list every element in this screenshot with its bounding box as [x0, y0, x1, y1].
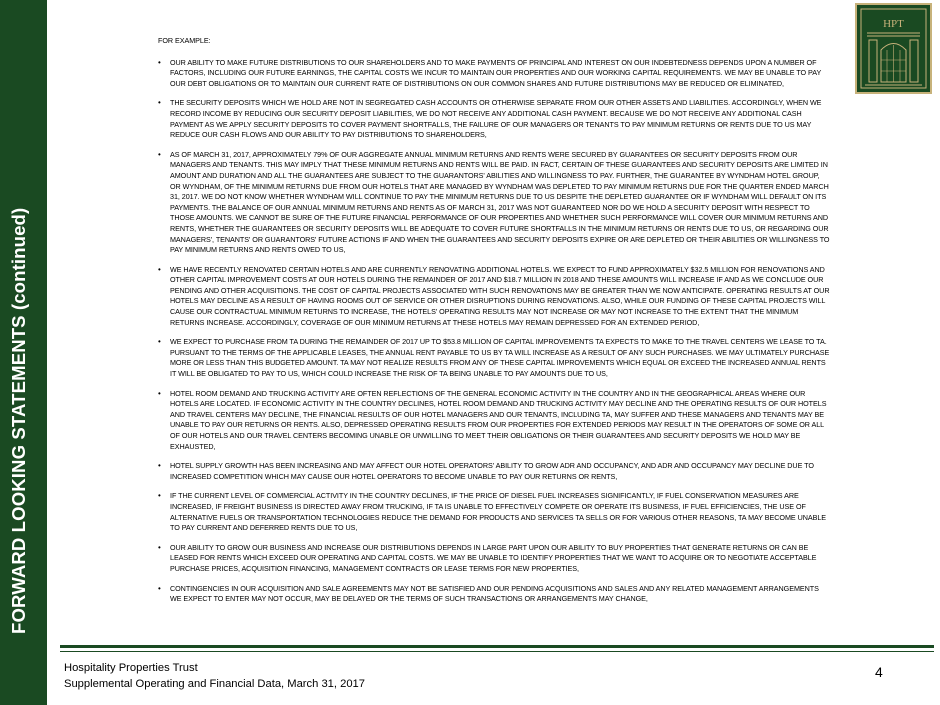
- list-item: • HOTEL ROOM DEMAND AND TRUCKING ACTIVITY ARE OFTEN REFLECTIONS OF THE GENERAL ECONOMIC ACTIVITY IN THE COUNTRY AND IN THE GEOGRAPHICAL AREAS WHERE OUR HOTELS ARE LOCATED. IF ECONOMIC ACTIVITY IN THE COUNTRY DECLINES, HOTEL ROOM DEMAND AND TRUCKING ACTIVITY MAY DECLINE AND THE OPERATING RESULTS OF OUR HOTELS AND TRAVEL CENTERS MAY DECLINE, THE FINANCIAL RESULTS OF OUR HOTEL MANAGERS AND OUR TENANTS, INCLUDING TA, MAY SUFFER AND THESE MANAGERS AND TENANTS MAY BE UNABLE TO PAY OUR RETURNS OR RENTS. ALSO, DEPRESSED OPERATING RESULTS FROM OUR PROPERTIES FOR EXTENDED PERIODS MAY RESULT IN THE OPERATORS OF SOME OR ALL OF OUR HOTELS AND OUR TRAVEL CENTERS BECOMING UNABLE OR UNWILLING TO MEET THEIR OBLIGATIONS OR THEIR GUARANTEES AND SECURITY DEPOSITS WE HOLD MAY BE EXHAUSTED,: [158, 389, 830, 453]
- intro-label: FOR EXAMPLE:: [158, 36, 211, 45]
- list-item: • AS OF MARCH 31, 2017, APPROXIMATELY 79% OF OUR AGGREGATE ANNUAL MINIMUM RETURNS AND RENTS WERE SECURED BY GUARANTEES OR SECURITY DEPOSITS FROM OUR MANAGERS AND TENANTS. THIS MAY IMPLY THAT THESE MINIMUM RETURNS AND RENTS WILL BE PAID. IN FACT, CERTAIN OF THESE GUARANTEES AND SECURITY DEPOSITS ARE LIMITED IN AMOUNT AND DURATION AND ALL THE GUARANTEES ARE SUBJECT TO THE GUARANTORS' ABILITIES AND WILLINGNESS TO PAY. FURTHER, THE GUARANTEE BY WYNDHAM HOTEL GROUP, OR WYNDHAM, OF THE MINIMUM RETURNS DUE FROM OUR HOTELS THAT ARE MANAGED BY WYNDHAM WAS DEPLETED TO PAY MINIMUM RETURNS DUE FOR THE QUARTER ENDED MARCH 31, 2017. WE DO NOT KNOW WHETHER WYNDHAM WILL CONTINUE TO PAY THE MINIMUM RETURNS DUE TO US DESPITE THE DEPLETED GUARANTEE OR IF WYNDHAM WILL DEFAULT ON ITS PAYMENTS. THE BALANCE OF OUR ANNUAL MINIMUM RETURNS AND RENTS AS OF MARCH 31, 2017 WAS NOT GUARANTEED NOR DO WE HOLD A SECURITY DEPOSIT WITH RESPECT TO THOSE AMOUNTS. WE CANNOT BE SURE OF THE FUTURE FINANCIAL PERFORMANCE OF OUR PROPERTIES AND WHETHER SUCH PERFORMANCE WILL COVER OUR MINIMUM RETURNS AND RENTS, WHETHER THE GUARANTEES OR SECURITY DEPOSITS WILL BE ADEQUATE TO COVER FUTURE SHORTFALLS IN THE MINIMUM RETURNS OR RENTS DUE TO US, OR REGARDING OUR MANAGERS', TENANTS' OR GUARANTORS' FUTURE ACTIONS IF AND WHEN THE GUARANTEES AND SECURITY DEPOSITS EXPIRE OR ARE DEPLETED OR THEIR ABILITIES OR WILLINGNESS TO PAY MINIMUM RETURNS AND RENTS OWED TO US,: [158, 150, 830, 256]
- list-item: • OUR ABILITY TO MAKE FUTURE DISTRIBUTIONS TO OUR SHAREHOLDERS AND TO MAKE PAYMENTS OF PRINCIPAL AND INTEREST ON OUR INDEBTEDNESS DEPENDS UPON A NUMBER OF FACTORS, INCLUDING OUR FUTURE EARNINGS, THE CAPITAL COSTS WE INCUR TO MAINTAIN OUR PROPERTIES AND OUR WORKING CAPITAL REQUIREMENTS. WE MAY BE UNABLE TO PAY OUR DEBT OBLIGATIONS OR TO MAINTAIN OUR CURRENT RATE OF DISTRIBUTIONS ON OUR COMMON SHARES AND FUTURE DISTRIBUTIONS MAY BE REDUCED OR ELIMINATED,: [158, 58, 830, 90]
- list-item: • OUR ABILITY TO GROW OUR BUSINESS AND INCREASE OUR DISTRIBUTIONS DEPENDS IN LARGE PART UPON OUR ABILITY TO BUY PROPERTIES THAT GENERATE RETURNS OR CAN BE LEASED FOR RENTS WHICH EXCEED OUR OPERATING AND CAPITAL COSTS. WE MAY BE UNABLE TO IDENTIFY PROPERTIES THAT WE WANT TO ACQUIRE OR TO NEGOTIATE ACCEPTABLE PURCHASE PRICES, ACQUISITION FINANCING, MANAGEMENT CONTRACTS OR LEASE TERMS FOR NEW PROPERTIES,: [158, 543, 830, 575]
- list-item: • HOTEL SUPPLY GROWTH HAS BEEN INCREASING AND MAY AFFECT OUR HOTEL OPERATORS' ABILITY TO GROW ADR AND OCCUPANCY, AND ADR AND OCCUPANCY MAY DECLINE DUE TO INCREASED COMPETITION WHICH MAY CAUSE OUR HOTEL OPERATORS TO BECOME UNABLE TO PAY OUR RETURNS OR RENTS,: [158, 461, 830, 482]
- list-item: • WE EXPECT TO PURCHASE FROM TA DURING THE REMAINDER OF 2017 UP TO $53.8 MILLION OF CAPITAL IMPROVEMENTS TA EXPECTS TO MAKE TO THE TRAVEL CENTERS WE LEASE TO TA. PURSUANT TO THE TERMS OF THE APPLICABLE LEASES, THE ANNUAL RENT PAYABLE TO US BY TA WILL INCREASE AS A RESULT OF ANY SUCH PURCHASES. WE MAY ULTIMATELY PURCHASE MORE OR LESS THAN THIS BUDGETED AMOUNT. TA MAY NOT REALIZE RESULTS FROM ANY OF THESE CAPITAL IMPROVEMENTS WHICH EQUAL OR EXCEED THE INCREASED ANNUAL RENTS IT WILL BE OBLIGATED TO PAY TO US, WHICH COULD INCREASE THE RISK OF TA BEING UNABLE TO PAY AMOUNTS DUE TO US,: [158, 337, 830, 379]
- list-item: • THE SECURITY DEPOSITS WHICH WE HOLD ARE NOT IN SEGREGATED CASH ACCOUNTS OR OTHERWISE SEPARATE FROM OUR OTHER ASSETS AND LIABILITIES. ACCORDINGLY, WHEN WE RECORD INCOME BY REDUCING OUR SECURITY DEPOSIT LIABILITIES, WE DO NOT RECEIVE ANY ADDITIONAL CASH PAYMENT. BECAUSE WE DO NOT RECEIVE ANY ADDITIONAL CASH PAYMENT AS WE APPLY SECURITY DEPOSITS TO COVER PAYMENT SHORTFALLS, THE FAILURE OF OUR MANAGERS OR TENANTS TO PAY MINIMUM RETURNS OR RENTS DUE TO US MAY REDUCE OUR CASH FLOWS AND OUR ABILITY TO PAY DISTRIBUTIONS TO SHAREHOLDERS,: [158, 98, 830, 140]
- footer-divider-thick: [60, 645, 934, 648]
- footer: [64, 660, 365, 692]
- footer-divider-thin: [60, 651, 934, 652]
- forward-looking-body: [158, 36, 830, 614]
- list-item: • IF THE CURRENT LEVEL OF COMMERCIAL ACTIVITY IN THE COUNTRY DECLINES, IF THE PRICE OF DIESEL FUEL INCREASES SIGNIFICANTLY, IF FUEL CONSERVATION MEASURES ARE INCREASED, IF FREIGHT BUSINESS IS DIRECTED AWAY FROM TRUCKING, IF TA IS UNABLE TO EFFECTIVELY COMPETE OR OPERATE ITS BUSINESS, IF FUEL EFFICIENCIES, THE USE OF ALTERNATIVE FUELS OR TRANSPORTATION TECHNOLOGIES REDUCE THE DEMAND FOR PRODUCTS AND SERVICES TA SELLS OR FOR VARIOUS OTHER REASONS, TA MAY BECOME UNABLE TO PAY CURRENT AND DEFERRED RENTS DUE TO US,: [158, 491, 830, 533]
- section-title-vertical: [0, 0, 47, 705]
- footer-subtitle: Supplemental Operating and Financial Data, March 31, 2017: [64, 678, 366, 690]
- building-door-icon: [857, 5, 930, 92]
- page-number: 4: [875, 664, 883, 680]
- list-item: • WE HAVE RECENTLY RENOVATED CERTAIN HOTELS AND ARE CURRENTLY RENOVATING ADDITIONAL HOTELS. WE EXPECT TO FUND APPROXIMATELY $32.5 MILLION FOR RENOVATIONS AND OTHER CAPITAL IMPROVEMENT COSTS AT OUR HOTELS DURING THE REMAINDER OF 2017 AND $18.7 MILLION IN 2018 AND THESE AMOUNTS WILL INCREASE IF AND AS WE CONCLUDE OUR PENDING AND OTHER ACQUISITIONS. THE COST OF CAPITAL PROJECTS ASSOCIATED WITH SUCH RENOVATIONS MAY BE GREATER THAN WE NOW ANTICIPATE. OPERATING RESULTS AT OUR HOTELS MAY DECLINE AS A RESULT OF HAVING ROOMS OUT OF SERVICE OR OTHER DISRUPTIONS DURING RENOVATIONS. ALSO, WHILE OUR FUNDING OF THESE CAPITAL PROJECTS WILL CAUSE OUR CONTRACTUAL MINIMUM RETURNS TO INCREASE, THE HOTELS' OPERATING RESULTS MAY NOT INCREASE OR MAY NOT INCREASE TO THE EXTENT THAT THE MINIMUM RETURNS INCREASE. ACCORDINGLY, COVERAGE OF OUR MINIMUM RETURNS AT THESE HOTELS MAY REMAIN DEPRESSED FOR AN EXTENDED PERIOD,: [158, 265, 830, 329]
- footer-company: Hospitality Properties Trust: [64, 662, 198, 674]
- risk-bullet-list: [158, 58, 830, 605]
- hpt-logo: [855, 3, 932, 94]
- section-title: FORWARD LOOKING STATEMENTS (continued): [8, 207, 29, 634]
- list-item: • CONTINGENCIES IN OUR ACQUISITION AND SALE AGREEMENTS MAY NOT BE SATISFIED AND OUR PENDING ACQUISITIONS AND SALES AND ANY RELATED MANAGEMENT ARRANGEMENTS WE EXPECT TO ENTER MAY NOT OCCUR, MAY BE DELAYED OR THE TERMS OF SUCH TRANSACTIONS OR ARRANGEMENTS MAY CHANGE,: [158, 584, 830, 605]
- logo-text: HPT: [883, 18, 904, 30]
